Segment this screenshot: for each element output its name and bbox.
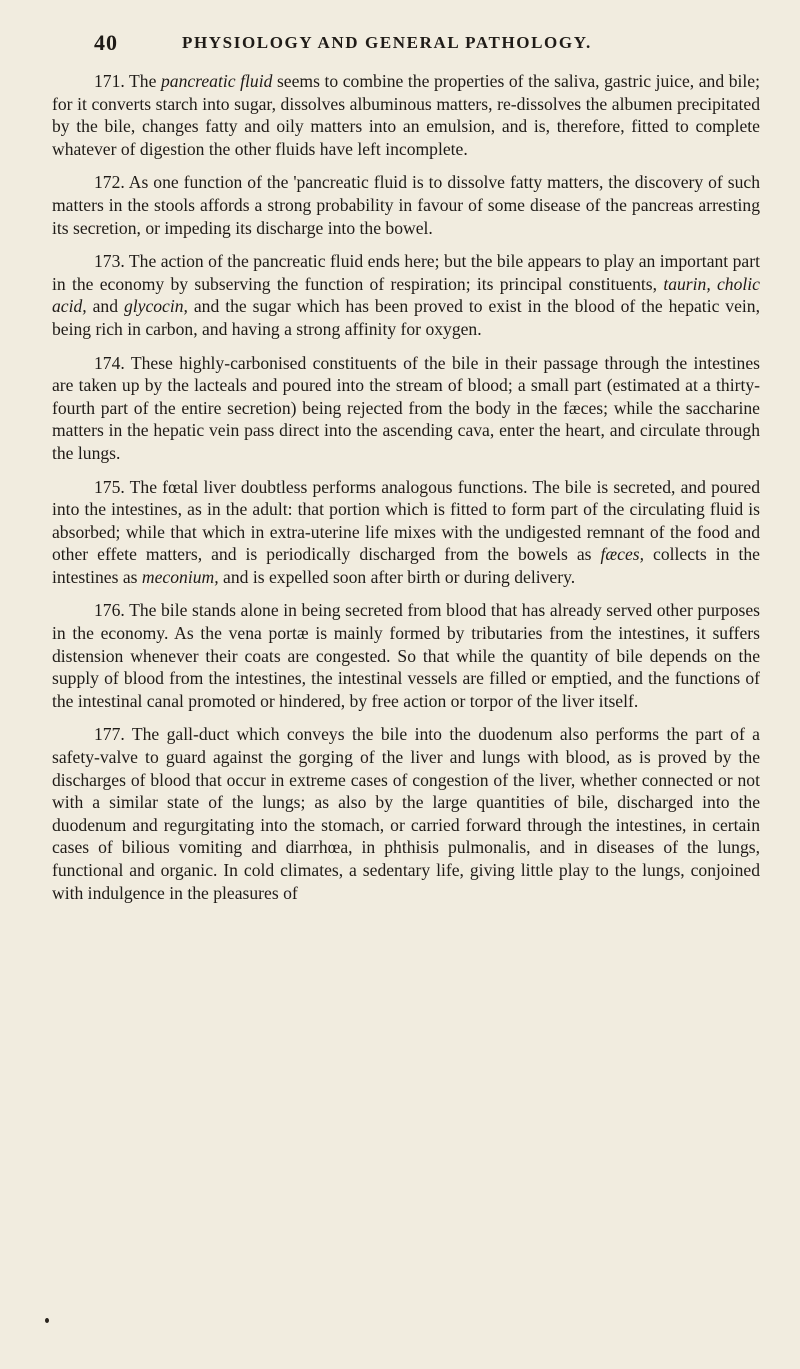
running-head (52, 30, 760, 70)
italic-term: meconium, (141, 566, 219, 587)
paragraph-text: and is expelled soon after birth or during delivery. (218, 566, 576, 587)
running-title: PHYSIOLOGY AND GENERAL PATHOLOGY. (182, 33, 592, 52)
paragraph-172 (52, 171, 760, 239)
paragraph-text: The action of the pancreatic fluid ends here; but the bile appears to play an important part in the economy by subserving the function of respiration; its principal constituents, (52, 251, 760, 294)
book-page (52, 30, 760, 915)
paragraph-number: 171. (94, 71, 125, 91)
paragraph-175 (52, 476, 760, 589)
paragraph-173 (52, 250, 760, 340)
paragraph-text: seems to combine the properties of the saliva, gastric juice, and bile; for it converts starch into sugar, dissolves albuminous matters, re-dissolves the albumen precipitated by the bile, changes fatty and oily matters into an emulsion, and is, therefore, fitted to complete whatever of digestion the other fluids have left incomplete. (52, 71, 760, 159)
paragraph-text: The fœtal liver doubtless performs analogous functions. The bile is secreted, and poured into the intestines, as in the adult: that portion which is fitted to form part of the circulating fluid is absorbed; while that which in extra-uterine life mixes with the undigested remnant of the food and other effete matters, and is periodically discharged from the bowels as (52, 476, 760, 565)
paragraph-text: As one function of the 'pancreatic fluid is to dissolve fatty matters, the discovery of such matters in the stools affords a strong probability in favour of some disease of the pancreas arresting its secretion, or impeding its discharge into the bowel. (52, 172, 760, 238)
paragraph-number: 172. (94, 172, 125, 193)
paragraph-number: 175. (94, 476, 125, 497)
page-number: 40 (94, 30, 118, 55)
italic-term: glycocin, (123, 296, 188, 317)
ink-spot (45, 1318, 49, 1323)
paragraph-177 (52, 723, 760, 904)
italic-term: taurin, cholic acid, (52, 273, 760, 317)
paragraph-text: These highly-carbonised constituents of the bile in their passage through the intestines are taken up by the lacteals and poured into the stream of blood; a small part (estimated at a thirty-fourth part of the entire secretion) being rejected from the body in the fæces; while the saccharine matters in the hepatic vein pass direct into the ascending cava, enter the heart, and circulate through the lungs. (52, 352, 760, 463)
paragraph-176 (52, 599, 760, 712)
paragraph-174 (52, 352, 760, 465)
italic-term: pancreatic fluid (160, 71, 273, 91)
paragraph-text: The gall-duct which conveys the bile into the duodenum also performs the part of a safety-valve to guard against the gorging of the liver and lungs with blood, as is proved by the discharges of blood that occur in extreme cases of congestion of the liver, whether connected or not with a similar state of the lungs; as also by the large quantities of bile, discharged into the duodenum and regurgitating into the stomach, or carried forward through the intestines, in certain cases of bilious vomiting and diarrhœa, in phthisis pulmonalis, and in diseases of the lungs, functional and organic. In cold climates, a sedentary life, giving little play to the lungs, conjoined with indulgence in the pleasures of (52, 724, 760, 903)
paragraph-number: 174. (94, 352, 125, 373)
italic-term: fæces, (600, 544, 645, 565)
paragraph-text: and (86, 296, 124, 317)
paragraph-number: 177. (94, 724, 125, 745)
paragraph-text: The (124, 71, 161, 91)
paragraph-number: 176. (94, 600, 125, 621)
body-text (52, 70, 760, 904)
paragraph-text: The bile stands alone in being secreted from blood that has already served other purposes in the economy. As the vena portæ is mainly formed by tributaries from the intestines, it suffers distension whenever their coats are congested. So that while the quantity of bile depends on the supply of blood from the intestines, the intestinal vessels are filled or emptied, and the functions of the intestinal canal promoted or hindered, by free action or torpor of the liver itself. (52, 600, 760, 711)
paragraph-171 (52, 70, 760, 160)
paragraph-number: 173. (94, 251, 125, 272)
paragraph-text: collects in the intestines as (52, 544, 760, 587)
paragraph-text: and the sugar which has been proved to exist in the blood of the hepatic vein, being rich in carbon, and having a strong affinity for oxygen. (52, 296, 761, 339)
